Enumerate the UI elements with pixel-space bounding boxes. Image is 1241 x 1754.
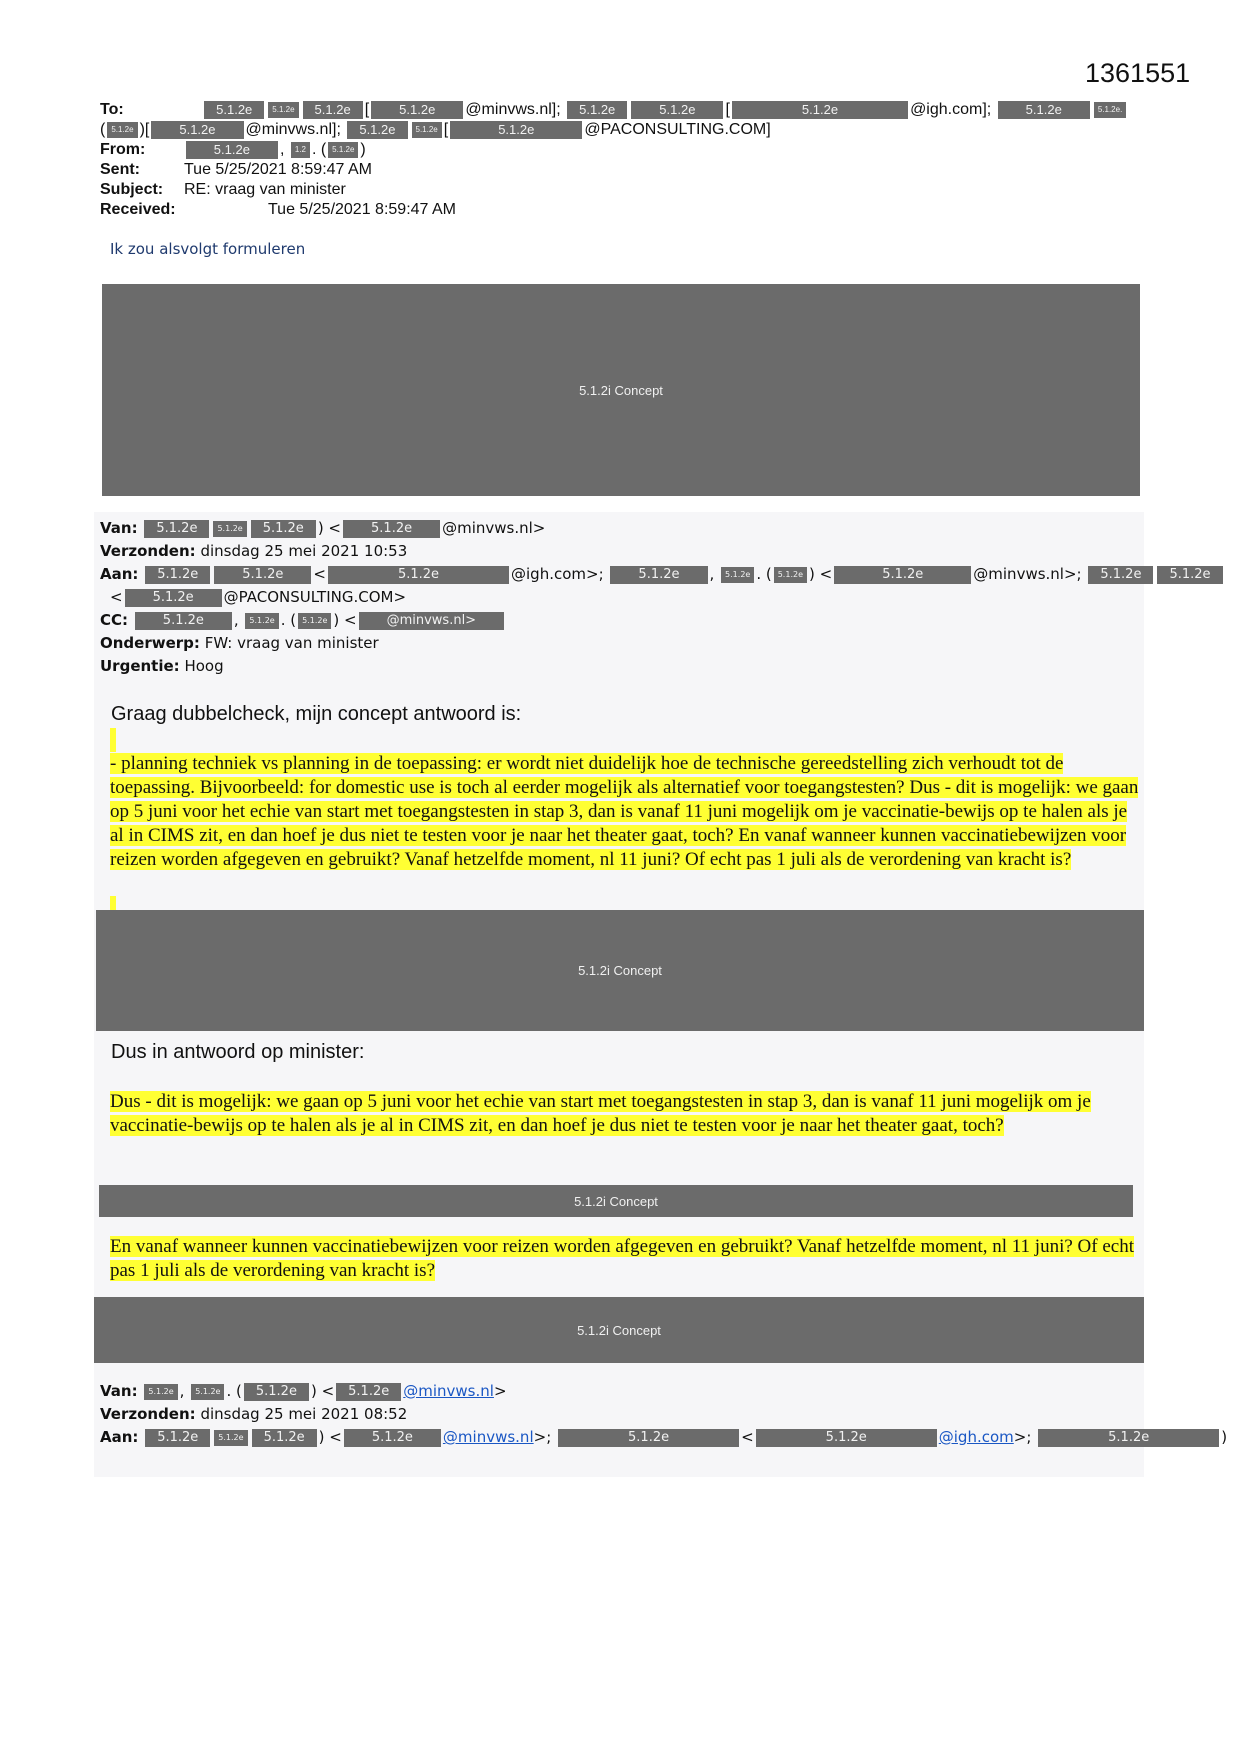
email-link[interactable]: @igh.com — [938, 1428, 1014, 1446]
outer-sent-line — [100, 160, 372, 180]
email-link[interactable]: @minvws.nl — [403, 1382, 494, 1400]
verzonden-label: Verzonden: — [100, 542, 196, 560]
outer-subject-line — [100, 180, 346, 200]
redaction: 5.1.2e — [631, 101, 723, 119]
email-domain: @minvws.nl]; — [465, 101, 561, 118]
redaction: 5.1.2e. — [1094, 102, 1126, 118]
redaction: 1.2 — [291, 142, 310, 158]
redaction: 5.1.2e — [412, 122, 442, 138]
van-label: Van: — [100, 519, 138, 537]
redaction: 5.1.2e — [298, 613, 331, 629]
highlighted-paragraph — [110, 1235, 1140, 1283]
subject-label: Subject: — [100, 181, 164, 198]
redaction: 5.1.2e — [1038, 1429, 1219, 1447]
redaction: 5.1.2e — [328, 566, 509, 584]
email-domain: @minvws.nl]; — [245, 121, 341, 138]
verzonden-value: dinsdag 25 mei 2021 10:53 — [200, 542, 408, 560]
van-label: Van: — [100, 1382, 138, 1400]
mail1-aan: Aan: 5.1.2e 5.1.2e < 5.1.2e @igh.com>; 5.1.2e , 5.1.2e . ( 5.1.2e ) < 5.1.2e @minvws.nl>; 5.1.2e 5.1.2e — [100, 563, 1225, 586]
aan-label: Aan: — [100, 1428, 139, 1446]
redaction: 5.1.2e — [145, 1429, 210, 1447]
urgentie-value: Hoog — [184, 657, 224, 675]
mail2-verzonden — [100, 1403, 407, 1426]
redaction: 5.1.2e — [214, 566, 311, 584]
redaction: 5.1.2e — [998, 101, 1090, 119]
mail1-verzonden — [100, 540, 407, 563]
redaction: 5.1.2e — [145, 566, 210, 584]
highlight-bar — [110, 896, 116, 910]
mail1-urgentie — [100, 655, 224, 678]
redaction: 5.1.2e — [732, 101, 908, 119]
mail1-van: Van: 5.1.2e 5.1.2e 5.1.2e ) < 5.1.2e @minvws.nl> — [100, 519, 546, 537]
redaction: 5.1.2e — [144, 520, 209, 538]
redaction: 5.1.2e — [834, 566, 971, 584]
redaction-label: 5.1.2i Concept — [579, 382, 663, 398]
redaction: 5.1.2e — [125, 589, 222, 607]
to-label: To: — [100, 101, 124, 118]
redaction: 5.1.2e — [450, 121, 582, 139]
redaction: 5.1.2e — [336, 1383, 401, 1401]
redaction: 5.1.2e — [186, 141, 278, 159]
email-domain: @PACONSULTING.COM] — [584, 121, 771, 138]
redaction: 5.1.2e — [244, 1383, 309, 1401]
redaction: 5.1.2e — [610, 566, 707, 584]
received-value: Tue 5/25/2021 8:59:47 AM — [268, 201, 456, 218]
redaction: 5.1.2e — [135, 612, 232, 630]
redaction-label: 5.1.2i Concept — [578, 963, 662, 978]
redaction: 5.1.2e — [344, 1429, 441, 1447]
mail1-cc: CC: 5.1.2e , 5.1.2e . ( 5.1.2e ) < @minvws.nl> — [100, 609, 506, 632]
onderwerp-value: FW: vraag van minister — [204, 634, 379, 652]
redaction: 5.1.2e — [151, 121, 243, 139]
lead-text: Dus in antwoord op minister: — [111, 1041, 365, 1063]
highlighted-text: En vanaf wanneer kunnen vaccinatiebewijzen voor reizen worden afgegeven en gebruikt? Vanaf hetzelfde moment, nl 11 juni? Of echt pas 1 juli als de verordening van kracht is? — [110, 1236, 1134, 1281]
redaction: 5.1.2e — [371, 101, 463, 119]
outer-to-line1: To: 5.1.2e 5.1.2e 5.1.2e [ 5.1.2e @minvws.nl]; 5.1.2e 5.1.2e [ 5.1.2e @igh.com]; 5.1.2e 5.1.2e. — [100, 100, 1128, 120]
redaction-block — [94, 1297, 1144, 1363]
highlight-bar — [110, 728, 116, 752]
urgentie-label: Urgentie: — [100, 657, 180, 675]
redaction: 5.1.2e — [107, 122, 137, 138]
cc-label: CC: — [100, 611, 129, 629]
highlighted-paragraph — [110, 752, 1140, 872]
verzonden-value: dinsdag 25 mei 2021 08:52 — [200, 1405, 408, 1423]
highlighted-text: - planning techniek vs planning in de toepassing: er wordt niet duidelijk hoe de technische gereedstelling zich verhoudt tot de toepassing. Bijvoorbeeld: for domestic use is toch al eerder mogelijk als alternatief voor toegangstesten? Dus - dit is mogelijk: we gaan op 5 juni voor het echie van start met toegangstesten in stap 3, dan is vanaf 11 juni mogelijk om je vaccinatie-bewijs op te halen als je al in CIMS zit, en dan hoef je dus niet te testen voor je naar het theater gaat, toch? En vanaf wanneer kunnen vaccinatiebewijzen voor reizen worden afgegeven en gebruikt? Vanaf hetzelfde moment, nl 11 juni? Of echt pas 1 juli als de verordening van kracht is? — [110, 753, 1139, 870]
redaction: 5.1.2e — [774, 567, 807, 583]
redaction: 5.1.2e — [721, 567, 754, 583]
redaction: 5.1.2e — [343, 520, 440, 538]
document-id: 1361551 — [1085, 58, 1191, 88]
outer-received-line — [100, 200, 456, 220]
mail1-onderwerp — [100, 632, 379, 655]
email-domain: @PACONSULTING.COM> — [223, 588, 407, 606]
redaction-block — [96, 910, 1144, 1031]
outer-to-line2: ( 5.1.2e )[ 5.1.2e @minvws.nl]; 5.1.2e 5.1.2e [ 5.1.2e @PACONSULTING.COM] — [100, 121, 771, 138]
highlighted-text: Dus - dit is mogelijk: we gaan op 5 juni voor het echie van start met toegangstesten in stap 3, dan is vanaf 11 juni mogelijk om je vaccinatie-bewijs op te halen als je al in CIMS zit, en dan hoef je dus niet te testen voor je naar het theater gaat, toch? — [110, 1091, 1091, 1136]
redaction: 5.1.2e — [191, 1384, 224, 1400]
aan-label: Aan: — [100, 565, 139, 583]
redaction: 5.1.2e — [268, 102, 298, 118]
sent-label: Sent: — [100, 161, 140, 178]
redaction: 5.1.2e — [347, 121, 407, 139]
redaction-block — [102, 284, 1140, 496]
intro-text: Ik zou alsvolgt formuleren — [110, 240, 306, 258]
email-domain: @igh.com]; — [910, 101, 992, 118]
redaction-label: 5.1.2i Concept — [577, 1322, 661, 1338]
mail2-van: Van: 5.1.2e , 5.1.2e . ( 5.1.2e ) < 5.1.2e @minvws.nl> — [100, 1382, 507, 1400]
redaction: 5.1.2e — [1157, 566, 1222, 584]
redaction: 5.1.2e — [214, 1430, 247, 1446]
lead-text: Graag dubbelcheck, mijn concept antwoord is: — [111, 703, 522, 725]
email-link[interactable]: @minvws.nl — [442, 1428, 534, 1446]
redaction: 5.1.2e — [328, 142, 358, 158]
email-domain: @minvws.nl>; — [973, 565, 1082, 583]
redaction: 5.1.2e — [567, 101, 627, 119]
email-domain: @minvws.nl> — [442, 519, 546, 537]
redaction-block — [99, 1185, 1133, 1217]
redaction: 5.1.2e — [204, 101, 264, 119]
onderwerp-label: Onderwerp: — [100, 634, 200, 652]
redaction: 5.1.2e — [213, 521, 246, 537]
redaction: 5.1.2e — [144, 1384, 177, 1400]
redaction-label: 5.1.2i Concept — [574, 1193, 658, 1209]
redaction: 5.1.2e — [303, 101, 363, 119]
redaction: 5.1.2e — [245, 613, 278, 629]
redaction: 5.1.2e — [756, 1429, 937, 1447]
subject-value: RE: vraag van minister — [184, 181, 346, 198]
sent-value: Tue 5/25/2021 8:59:47 AM — [184, 161, 372, 178]
highlighted-paragraph — [110, 1090, 1140, 1138]
redaction: @minvws.nl> — [359, 612, 505, 630]
mail2-aan: Aan: 5.1.2e 5.1.2e 5.1.2e ) < 5.1.2e @minvws.nl>; 5.1.2e < 5.1.2e @igh.com>; 5.1.2e ) — [100, 1428, 1228, 1446]
from-label: From: — [100, 141, 146, 158]
outer-from-line: From: 5.1.2e , 1.2 . ( 5.1.2e ) — [100, 141, 366, 158]
redaction: 5.1.2e — [558, 1429, 739, 1447]
redaction: 5.1.2e — [251, 520, 316, 538]
verzonden-label: Verzonden: — [100, 1405, 196, 1423]
email-domain: @igh.com>; — [511, 565, 604, 583]
redaction: 5.1.2e — [1088, 566, 1153, 584]
redaction: 5.1.2e — [252, 1429, 317, 1447]
mail1-aan-line2: < 5.1.2e @PACONSULTING.COM> — [110, 588, 407, 606]
received-label: Received: — [100, 201, 176, 218]
